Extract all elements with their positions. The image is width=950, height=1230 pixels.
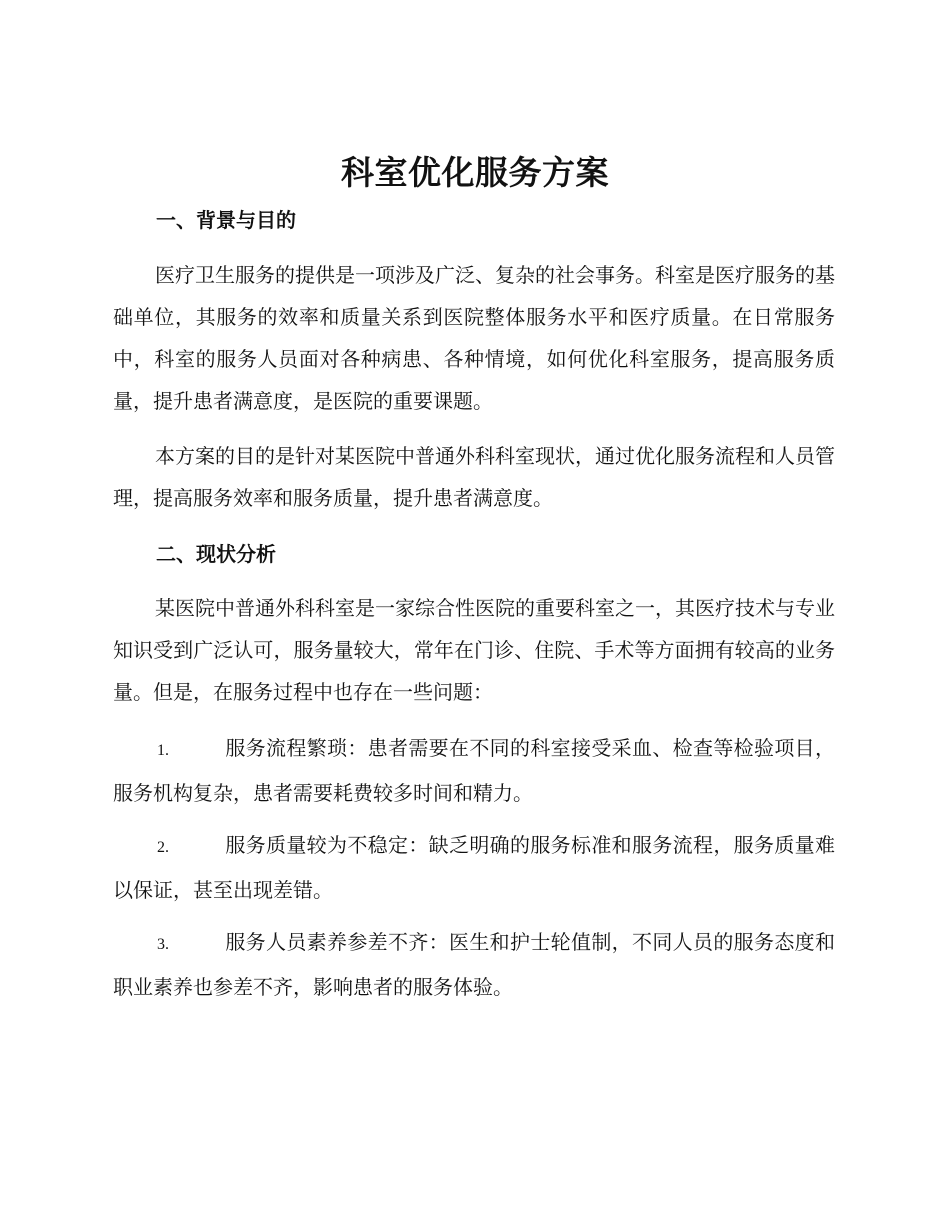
list-item-text: 服务质量较为不稳定：缺乏明确的服务标准和服务流程，服务质量难以保证，甚至出现差错。 xyxy=(113,833,835,902)
paragraph-purpose: 本方案的目的是针对某医院中普通外科科室现状，通过优化服务流程和人员管理，提高服务效率和服务质量，提升患者满意度。 xyxy=(113,444,835,510)
section-heading-background: 一、背景与目的 xyxy=(156,208,296,232)
document-title: 科室优化服务方案 xyxy=(341,153,609,192)
paragraph-background: 医疗卫生服务的提供是一项涉及广泛、复杂的社会事务。科室是医疗服务的基础单位，其服务的效率和质量关系到医院整体服务水平和医疗质量。在日常服务中，科室的服务人员面对各种病患、各种情境，如何优化科室服务，提高服务质量，提升患者满意度，是医院的重要课题。 xyxy=(113,263,835,413)
section-heading-status-analysis: 二、现状分析 xyxy=(156,542,276,566)
list-item-number: 2. xyxy=(157,839,169,856)
list-item xyxy=(113,824,835,911)
list-item xyxy=(113,727,835,814)
list-item xyxy=(113,921,835,1008)
list-item-text: 服务人员素养参差不齐：医生和护士轮值制，不同人员的服务态度和职业素养也参差不齐，影响患者的服务体验。 xyxy=(113,930,835,999)
list-item-number: 1. xyxy=(157,742,169,759)
list-item-text: 服务流程繁琐：患者需要在不同的科室接受采血、检查等检验项目，服务机构复杂，患者需要耗费较多时间和精力。 xyxy=(113,736,835,805)
list-item-number: 3. xyxy=(157,936,169,953)
paragraph-status: 某医院中普通外科科室是一家综合性医院的重要科室之一，其医疗技术与专业知识受到广泛认可，服务量较大，常年在门诊、住院、手术等方面拥有较高的业务量。但是，在服务过程中也存在一些问题： xyxy=(113,596,835,704)
